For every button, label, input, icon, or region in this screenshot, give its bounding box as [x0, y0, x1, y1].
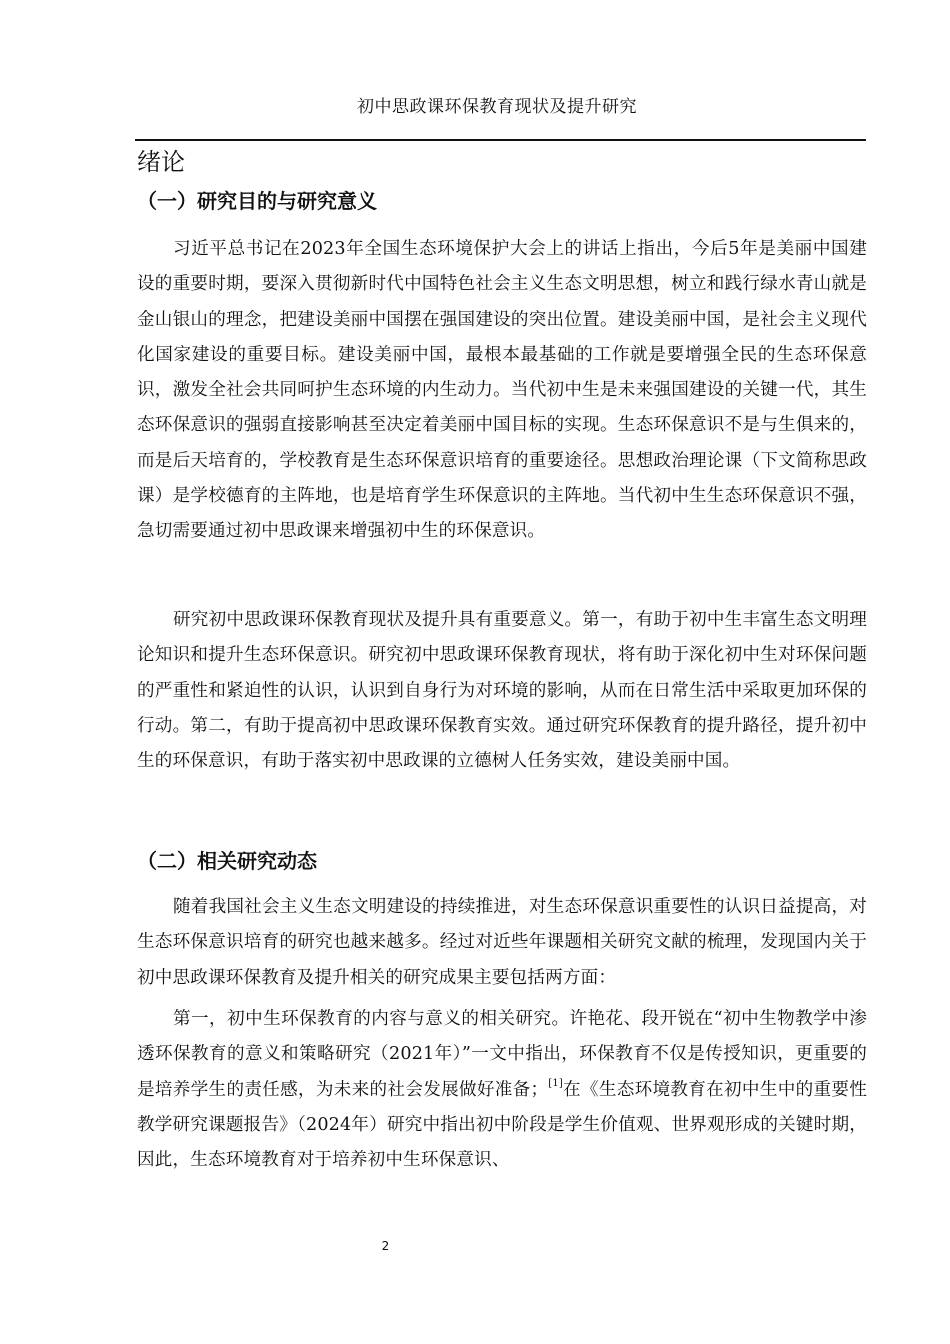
- paragraph-research-first-aspect: [137, 1002, 867, 1178]
- citation-reference: [1]: [548, 1077, 563, 1089]
- header-divider: [135, 139, 866, 141]
- paragraph-significance: 研究初中思政课环保教育现状及提升具有重要意义。第一，有助于初中生丰富生态文明理论知识和提升生态环保意识。研究初中思政课环保教育现状，将有助于深化初中生对环保问题的严重性和紧迫性的认识，认识到自身行为对环境的影响，从而在日常生活中采取更加环保的行动。第二，有助于提高初中思政课环保教育实效。通过研究环保教育的提升路径，提升初中生的环保意识，有助于落实初中思政课的立德树人任务实效，建设美丽中国。: [137, 610, 867, 772]
- paragraph-text-before-citation: 第一，初中生环保教育的内容与意义的相关研究。许艳花、段开锐在“初中生物教学中渗透环保教育的意义和策略研究（2021年）”一文中指出，环保教育不仅是传授知识，更重要的是培养学生的责任感，为未来的社会发展做好准备；: [137, 1009, 867, 1100]
- running-header-title: 初中思政课环保教育现状及提升研究: [357, 97, 637, 117]
- section-heading-related-research: （二）相关研究动态: [137, 849, 317, 873]
- page-number: 2: [381, 1239, 390, 1253]
- chapter-title: 绪论: [137, 148, 185, 176]
- paragraph-research-overview: 随着我国社会主义生态文明建设的持续推进，对生态环保意识重要性的认识日益提高，对生态环保意识培育的研究也越来越多。经过对近些年课题相关研究文献的梳理，发现国内关于初中思政课环保教育及提升相关的研究成果主要包括两方面：: [137, 897, 867, 988]
- section-heading-research-purpose: （一）研究目的与研究意义: [137, 189, 377, 213]
- paragraph-text-after-citation: 在《生态环境教育在初中生中的重要性教学研究课题报告》（2024年）研究中指出初中阶段是学生价值观、世界观形成的关键时期，因此，生态环境教育对于培养初中生环保意识、: [137, 1079, 867, 1171]
- paragraph-background: 习近平总书记在2023年全国生态环境保护大会上的讲话上指出，今后5年是美丽中国建设的重要时期，要深入贯彻新时代中国特色社会主义生态文明思想，树立和践行绿水青山就是金山银山的理念，把建设美丽中国摆在强国建设的突出位置。建设美丽中国，是社会主义现代化国家建设的重要目标。建设美丽中国，最根本最基础的工作就是要增强全民的生态环保意识，激发全社会共同呵护生态环境的内生动力。当代初中生是未来强国建设的关键一代，其生态环保意识的强弱直接影响甚至决定着美丽中国目标的实现。生态环保意识不是与生俱来的，而是后天培育的，学校教育是生态环保意识培育的重要途径。思想政治理论课（下文简称思政课）是学校德育的主阵地，也是培育学生环保意识的主阵地。当代初中生生态环保意识不强，急切需要通过初中思政课来增强初中生的环保意识。: [137, 239, 867, 542]
